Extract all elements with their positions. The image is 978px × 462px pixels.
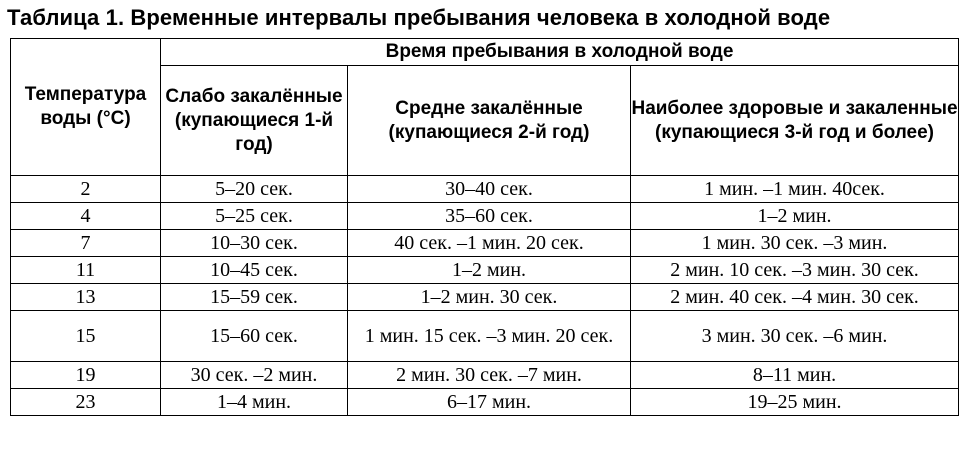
weakly-hardened-cell: 1–4 мин. (161, 389, 348, 416)
weakly-hardened-cell: 5–20 сек. (161, 176, 348, 203)
table-row (11, 203, 959, 230)
column-header-weakly-hardened: Слабо закалённые (купающиеся 1-й год) (161, 66, 348, 176)
weakly-hardened-cell: 15–59 сек. (161, 284, 348, 311)
most-hardened-cell: 1 мин. 30 сек. –3 мин. (631, 230, 959, 257)
temperature-cell: 19 (11, 362, 161, 389)
table-caption: Таблица 1. Временные интервалы пребывания человека в холодной воде (7, 5, 831, 30)
temperature-cell: 4 (11, 203, 161, 230)
column-header-moderately-hardened: Средне закалённые (купающиеся 2-й год) (348, 66, 631, 176)
weakly-hardened-cell: 15–60 сек. (161, 311, 348, 362)
moderately-hardened-cell: 2 мин. 30 сек. –7 мин. (348, 362, 631, 389)
moderately-hardened-cell: 1–2 мин. 30 сек. (348, 284, 631, 311)
most-hardened-cell: 2 мин. 10 сек. –3 мин. 30 сек. (631, 257, 959, 284)
moderately-hardened-cell: 30–40 сек. (348, 176, 631, 203)
moderately-hardened-cell: 1–2 мин. (348, 257, 631, 284)
table-row (11, 284, 959, 311)
temperature-cell: 2 (11, 176, 161, 203)
weakly-hardened-cell: 5–25 сек. (161, 203, 348, 230)
weakly-hardened-cell: 30 сек. –2 мин. (161, 362, 348, 389)
weakly-hardened-cell: 10–45 сек. (161, 257, 348, 284)
table-row (11, 311, 959, 362)
table-row (11, 257, 959, 284)
moderately-hardened-cell: 6–17 мин. (348, 389, 631, 416)
temperature-cell: 11 (11, 257, 161, 284)
most-hardened-cell: 3 мин. 30 сек. –6 мин. (631, 311, 959, 362)
most-hardened-cell: 19–25 мин. (631, 389, 959, 416)
moderately-hardened-cell: 1 мин. 15 сек. –3 мин. 20 сек. (348, 311, 631, 362)
table-row (11, 176, 959, 203)
most-hardened-cell: 8–11 мин. (631, 362, 959, 389)
immersion-time-table (10, 38, 959, 416)
temperature-cell: 13 (11, 284, 161, 311)
table-row (11, 230, 959, 257)
most-hardened-cell: 1–2 мин. (631, 203, 959, 230)
table-row (11, 389, 959, 416)
moderately-hardened-cell: 40 сек. –1 мин. 20 сек. (348, 230, 631, 257)
most-hardened-cell: 1 мин. –1 мин. 40сек. (631, 176, 959, 203)
moderately-hardened-cell: 35–60 сек. (348, 203, 631, 230)
table-row (11, 362, 959, 389)
temperature-cell: 23 (11, 389, 161, 416)
exposure-time-header: Время пребывания в холодной воде (161, 39, 959, 66)
temperature-cell: 7 (11, 230, 161, 257)
weakly-hardened-cell: 10–30 сек. (161, 230, 348, 257)
temperature-cell: 15 (11, 311, 161, 362)
most-hardened-cell: 2 мин. 40 сек. –4 мин. 30 сек. (631, 284, 959, 311)
column-header-most-hardened: Наиболее здоровые и закаленные (купающиеся 3-й год и более) (631, 66, 959, 176)
temperature-header: Температура воды (°С) (11, 39, 161, 176)
